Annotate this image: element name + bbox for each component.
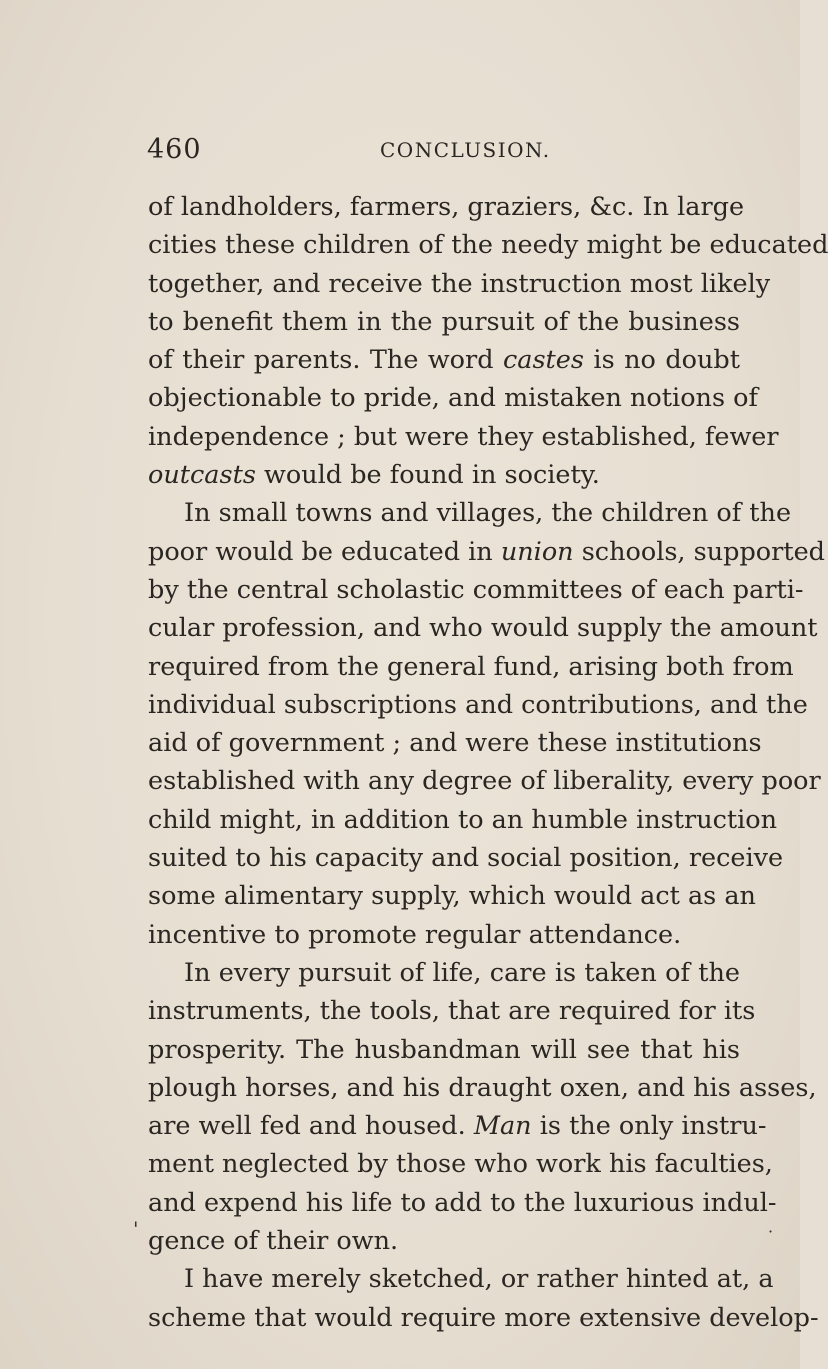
text-line	[148, 265, 771, 303]
line-text: In every pursuit of life, care is taken of the	[184, 957, 740, 988]
text-line	[148, 188, 745, 226]
text-line	[148, 724, 762, 762]
italic-word: union	[500, 536, 574, 567]
page-header	[147, 134, 707, 174]
text-line	[148, 341, 740, 379]
text-line	[148, 1222, 740, 1260]
line-text: objectionable to pride, and mistaken notions of	[148, 383, 758, 414]
line-text: by the central scholastic committees of each parti-	[148, 574, 804, 605]
line-text: established with any degree of liberality, every poor	[148, 766, 821, 797]
italic-word: outcasts	[148, 460, 256, 491]
line-text: poor would be educated in	[148, 536, 501, 567]
margin-mark-left: '	[133, 1217, 139, 1241]
line-text: independence ; but were they established, fewer	[148, 421, 779, 452]
line-text: some alimentary supply, which would act as an	[148, 881, 756, 912]
text-line	[148, 533, 826, 571]
italic-word: castes	[502, 345, 584, 376]
text-line	[148, 571, 804, 609]
text-line	[148, 609, 818, 647]
line-text: individual subscriptions and contributions, and the	[148, 689, 808, 720]
line-text: cities these children of the needy might be educated	[148, 230, 828, 261]
text-line	[148, 916, 740, 954]
line-text: incentive to promote regular attendance.	[148, 919, 682, 950]
line-text: cular profession, and who would supply the amount	[148, 613, 818, 644]
line-text: and expend his life to add to the luxurious indul-	[148, 1187, 777, 1218]
text-line	[148, 762, 821, 800]
line-text: instruments, the tools, that are required for its	[148, 996, 756, 1027]
line-text: of their parents. The word	[148, 345, 503, 376]
text-line	[148, 303, 740, 341]
running-head: CONCLUSION.	[380, 138, 551, 162]
line-text: prosperity. The husbandman will see that his	[148, 1034, 740, 1065]
text-line	[148, 648, 794, 686]
text-line	[148, 1184, 777, 1222]
line-text: gence of their own.	[148, 1226, 399, 1257]
text-line	[148, 801, 778, 839]
line-text: would be found in society.	[255, 460, 600, 491]
line-text: ment neglected by those who work his faculties,	[148, 1149, 773, 1180]
line-text: schools, supported	[573, 536, 826, 567]
text-line	[148, 1260, 774, 1298]
text-line	[148, 226, 828, 264]
text-line	[148, 418, 779, 456]
line-text: required from the general fund, arising both from	[148, 651, 794, 682]
text-line	[148, 1145, 773, 1183]
text-line	[148, 494, 792, 532]
line-text: are well fed and housed.	[148, 1111, 474, 1142]
line-text: to benefit them in the pursuit of the business	[148, 306, 740, 337]
line-text: suited to his capacity and social position, receive	[148, 843, 784, 874]
italic-word: Man	[473, 1111, 532, 1142]
line-text: plough horses, and his draught oxen, and his asses,	[148, 1072, 817, 1103]
margin-mark-right: ·	[768, 1222, 774, 1241]
text-line	[148, 686, 808, 724]
text-line	[148, 456, 740, 494]
text-line	[148, 1069, 817, 1107]
line-text: of landholders, farmers, graziers, &c. In large	[148, 192, 745, 222]
line-text: In small towns and villages, the children of the	[184, 498, 792, 529]
page-number: 460	[147, 134, 202, 165]
line-text: is no doubt	[583, 345, 740, 376]
text-line	[148, 1299, 819, 1337]
text-line	[148, 1031, 740, 1069]
line-text: together, and receive the instruction most likely	[148, 268, 771, 299]
line-text: scheme that would require more extensive develop-	[148, 1302, 819, 1333]
line-text: aid of government ; and were these institutions	[148, 728, 762, 759]
body-text	[148, 188, 828, 1337]
text-line	[148, 954, 740, 992]
text-line	[148, 1107, 767, 1145]
text-line	[148, 992, 756, 1030]
line-text: is the only instru-	[531, 1111, 767, 1142]
line-text: child might, in addition to an humble instruction	[148, 804, 778, 835]
text-line	[148, 379, 758, 417]
text-line	[148, 877, 756, 915]
text-line	[148, 839, 784, 877]
line-text: I have merely sketched, or rather hinted at, a	[184, 1264, 774, 1295]
